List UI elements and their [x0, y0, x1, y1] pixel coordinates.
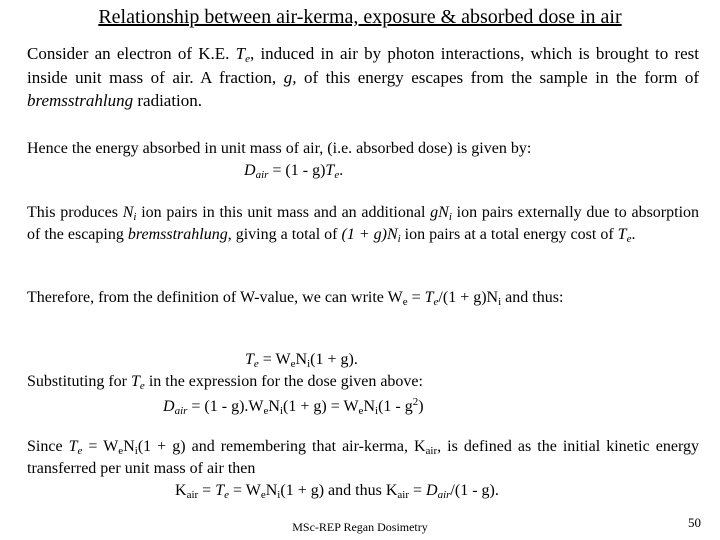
equation-dose-result: $D_{air} = (1 - g).W_eN_i(1 + g) = W_eN_i(1 - g^2)$ — [163, 396, 424, 417]
paragraph-intro: Consider an electron of K.E. $T_e$, induced in air by photon interactions, which is brought to rest inside unit mass of air. A fraction, g, of this energy escapes from the sample in the form of bremsstrahlung radiation. — [27, 44, 700, 110]
paragraph-absorbed-dose: Hence the energy absorbed in unit mass of air, (i.e. absorbed dose) is given by: $D_{air} = (1 - g)T_e$. — [27, 138, 699, 182]
paragraph-substitution — [27, 349, 699, 393]
substitution-text: Substituting for $T_e$ in the expression for the dose given above: — [27, 373, 423, 392]
slide-title: Relationship between air-kerma, exposure & absorbed dose in air — [98, 6, 622, 28]
footer-text: MSc-REP Regan Dosimetry — [292, 520, 428, 534]
equation-te: $T_e = W_eN_i(1 + g)$. — [245, 351, 358, 370]
paragraph-w-value: Therefore, from the definition of W-value, we can write $W_e = T_e/(1 + g)N_i$ and thus: — [27, 289, 564, 308]
paragraph-air-kerma: Since $T_e = W_eN_i(1 + g)$ and remembering that air-kerma, $K_{air}$, is defined as the initial kinetic energy transferred per unit mass of air then $K_{air} = T_e = W_eN_i(1 + g)$ and thus $K_{air} = D_{air}/(1 - g)$. — [27, 438, 700, 501]
paragraph-ion-pairs: This produces $N_i$ ion pairs in this unit mass and an additional $gN_i$ ion pairs externally due to absorption of the escaping bremsstrahlung, giving a total of $(1 + g)N_i$ ion pairs at a total energy cost of $T_e$. — [27, 204, 700, 245]
page-number: 50 — [688, 515, 701, 530]
equation-dose: $D_{air} = (1 - g)T_e$. — [244, 162, 344, 181]
equation-air-kerma: $K_{air} = T_e = W_eN_i(1 + g)$ and thus $K_{air} = D_{air}/(1 - g)$. — [175, 482, 499, 501]
